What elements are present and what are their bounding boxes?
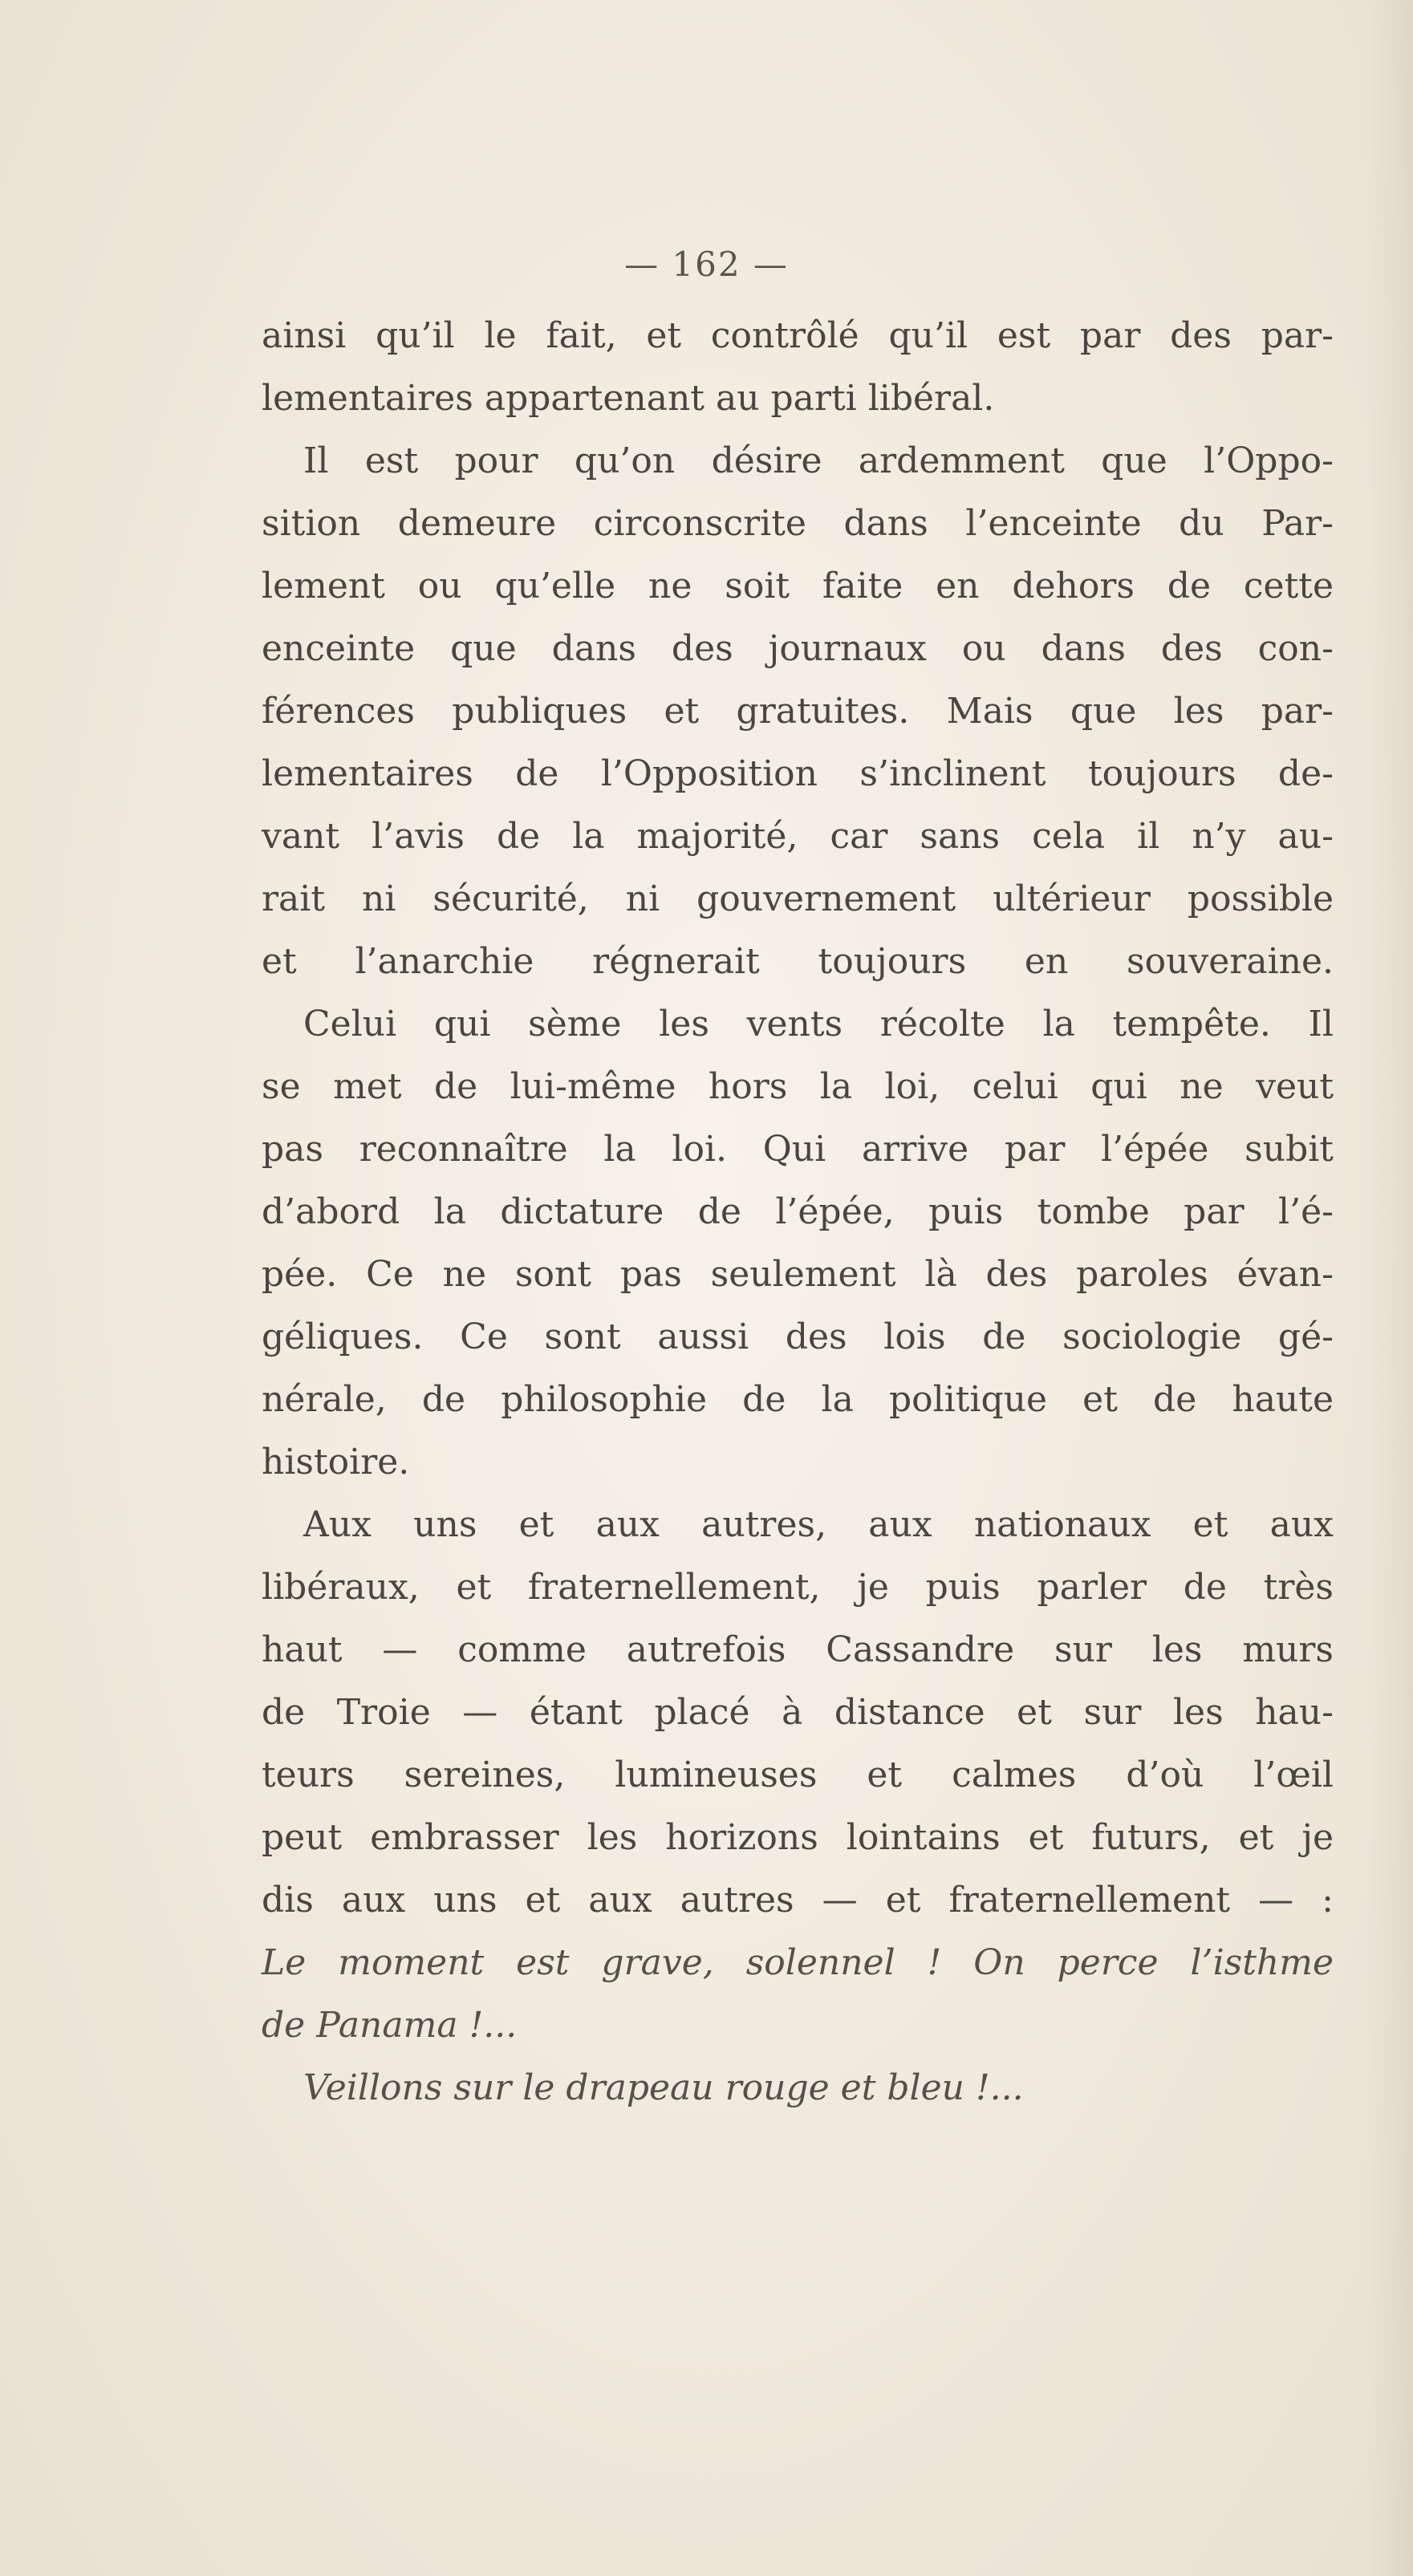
text-line: vant l’avis de la majorité, car sans cela il n’y au- [262,816,1334,857]
text-line: de Troie — étant placé à distance et sur les hau- [262,1692,1334,1733]
text-line: peut embrasser les horizons lointains et futurs, et je [262,1817,1334,1858]
text-line: pas reconnaître la loi. Qui arrive par l’épée subit [262,1129,1334,1170]
text-line: teurs sereines, lumineuses et calmes d’où l’œil [262,1755,1334,1795]
text-line: férences publiques et gratuites. Mais que les par- [262,691,1334,732]
text-line-italic: de Panama !... [262,2005,518,2046]
text-line: haut — comme autrefois Cassandre sur les murs [262,1629,1334,1670]
page-number: — 162 — [624,245,789,284]
text-line: enceinte que dans des journaux ou dans des con- [262,628,1334,669]
text-line: se met de lui-même hors la loi, celui qui ne veut [262,1066,1334,1107]
text-line: histoire. [262,1442,410,1483]
text-line: libéraux, et fraternellement, je puis parler de très [262,1567,1334,1608]
text-line: sition demeure circonscrite dans l’enceinte du Par- [262,503,1334,544]
text-line: pée. Ce ne sont pas seulement là des paroles évan- [262,1254,1334,1295]
text-line: Il est pour qu’on désire ardemment que l’Oppo- [303,440,1334,481]
text-line: et l’anarchie régnerait toujours en souveraine. [262,941,1334,982]
body-text [262,305,1334,2120]
text-line: lementaires de l’Opposition s’inclinent toujours de- [262,753,1334,794]
text-line: d’abord la dictature de l’épée, puis tombe par l’é- [262,1191,1334,1232]
text-line: dis aux uns et aux autres — et fraternellement — : [262,1880,1334,1921]
page-edge-shadow [1365,0,1413,2576]
text-line: ainsi qu’il le fait, et contrôlé qu’il est par des par- [262,315,1334,356]
text-line: nérale, de philosophie de la politique et de haute [262,1379,1334,1420]
text-line: lementaires appartenant au parti libéral. [262,378,995,419]
text-line: Celui qui sème les vents récolte la tempête. Il [303,1004,1334,1045]
text-line: géliques. Ce sont aussi des lois de sociologie gé- [262,1316,1334,1357]
text-line: lement ou qu’elle ne soit faite en dehors de cette [262,566,1334,606]
text-line-italic: Veillons sur le drapeau rouge et bleu !... [303,2067,1024,2108]
text-line-italic: Le moment est grave, solennel ! On perce l’isthme [262,1942,1334,1983]
text-line: rait ni sécurité, ni gouvernement ultérieur possible [262,878,1334,919]
text-line: Aux uns et aux autres, aux nationaux et aux [303,1504,1334,1545]
